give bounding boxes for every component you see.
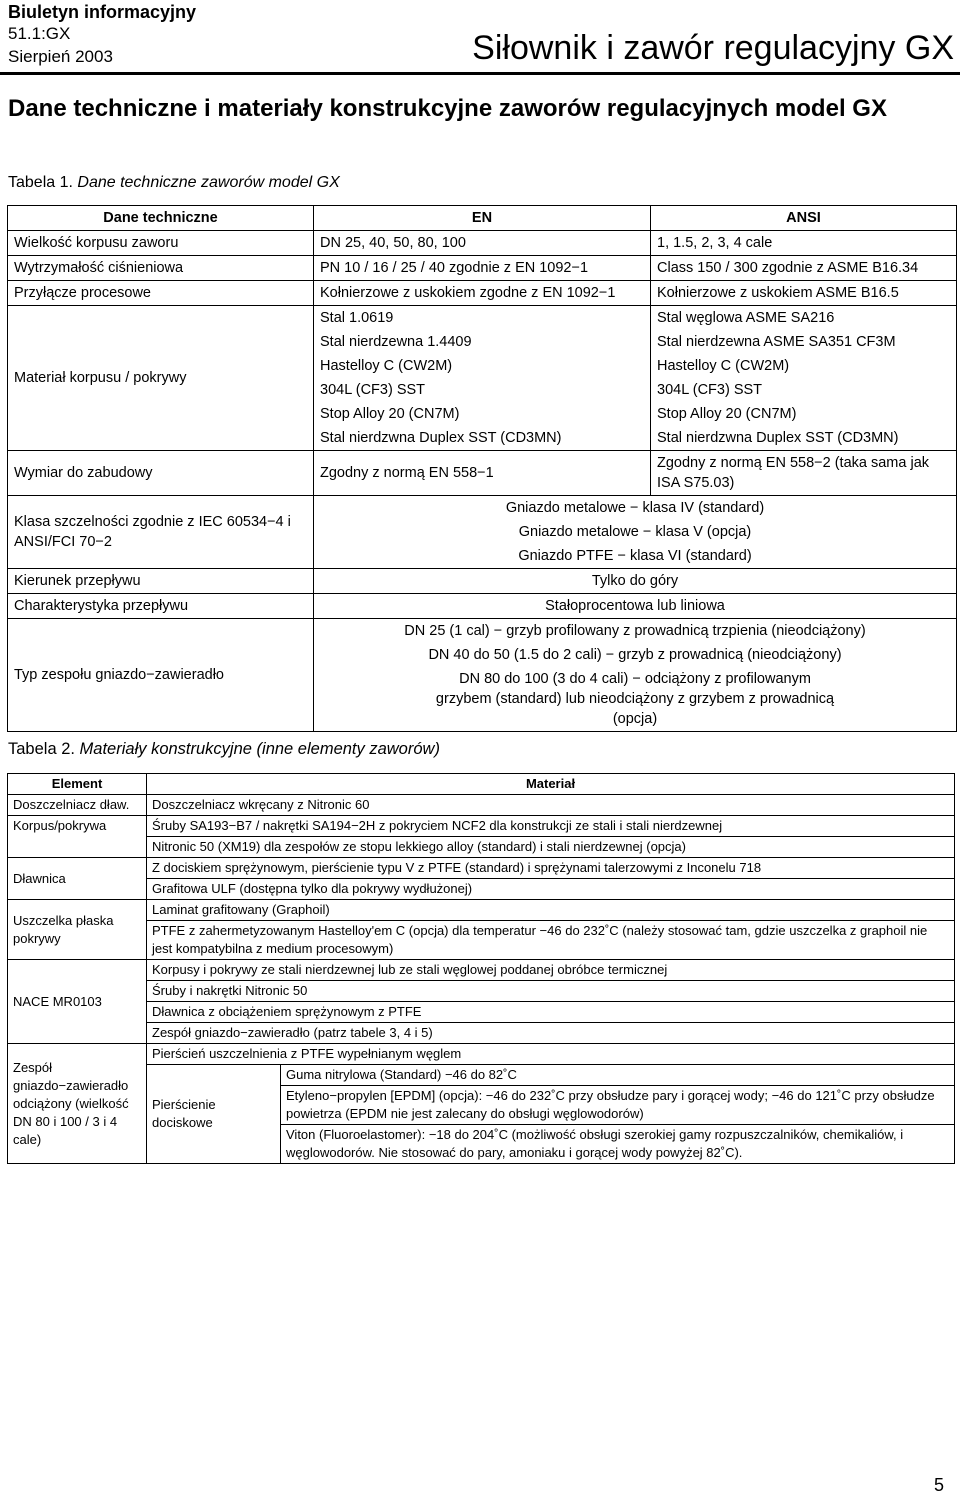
row-label: Klasa szczelności zgodnie z IEC 60534−4 i ANSI/FCI 70−2 [8, 496, 314, 569]
table-row [8, 306, 957, 331]
element-cell: NACE MR0103 [8, 960, 147, 1044]
bulletin-date: Sierpień 2003 [8, 47, 113, 66]
cell-en: Stop Alloy 20 (CN7M) [314, 402, 651, 426]
element-cell: Korpus/pokrywa [8, 816, 147, 858]
material-cell: Zespół gniazdo−zawieradło (patrz tabele 3, 4 i 5) [147, 1023, 955, 1044]
material-cell: Grafitowa ULF (dostępna tylko dla pokrywy wydłużonej) [147, 879, 955, 900]
material-cell: Viton (Fluoroelastomer): −18 do 204˚C (możliwość obsługi szerokiej gamy rozpuszczalników, chemikaliów, i węglowodorów. Nie stosować do pary, amoniaku i gorącej wody powyżej 82˚C). [281, 1125, 955, 1164]
cell-en: Zgodny z normą EN 558−1 [314, 451, 651, 496]
table-row [8, 281, 957, 306]
cell-en: 304L (CF3) SST [314, 378, 651, 402]
cell-en: Stal 1.0619 [314, 306, 651, 331]
table-row [8, 858, 955, 879]
material-cell: Doszczelniacz wkręcany z Nitronic 60 [147, 795, 955, 816]
material-cell: Z dociskiem sprężynowym, pierścienie typu V z PTFE (standard) i sprężynami talerzowymi z Inconelu 718 [147, 858, 955, 879]
cell-value: Gniazdo metalowe − klasa V (opcja) [314, 520, 957, 544]
cell-value: Tylko do góry [314, 569, 957, 594]
table-row [8, 1065, 955, 1086]
cell-en: Hastelloy C (CW2M) [314, 354, 651, 378]
row-label: Kierunek przepływu [8, 569, 314, 594]
element-cell: Zespół gniazdo−zawieradło odciążony (wielkość DN 80 i 100 / 3 i 4 cale) [8, 1044, 147, 1164]
technical-data-table [7, 205, 957, 732]
header-cell: Materiał [147, 774, 955, 795]
material-cell: Dławnica z obciążeniem sprężynowym z PTFE [147, 1002, 955, 1023]
table-row [8, 594, 957, 619]
row-label: Przyłącze procesowe [8, 281, 314, 306]
cell-ansi: Hastelloy C (CW2M) [651, 354, 957, 378]
table2-caption-label: Tabela 2. [8, 740, 75, 758]
table-row [8, 496, 957, 521]
table-row [8, 816, 955, 837]
material-cell: Korpusy i pokrywy ze stali nierdzewnej lub ze stali węglowej poddanej obróbce termicznej [147, 960, 955, 981]
table-row [8, 960, 955, 981]
material-cell: Etyleno−propylen [EPDM] (opcja): −46 do 232˚C przy obsłudze pary i gorącej wody; −46 do 121˚C przy obsłudze powietrza (EPDM nie jest zalecany do obsługi węglowodorów) [281, 1086, 955, 1125]
table2-caption [8, 740, 440, 759]
table1-caption-text: Dane techniczne zaworów model GX [72, 174, 340, 191]
cell-ansi: Stal nierdzewna ASME SA351 CF3M [651, 330, 957, 354]
table-row [8, 879, 955, 900]
row-label: Wytrzymałość ciśnieniowa [8, 256, 314, 281]
cell-value: Gniazdo metalowe − klasa IV (standard) [314, 496, 957, 521]
cell-ansi: Stal nierdzwna Duplex SST (CD3MN) [651, 426, 957, 451]
table-row [8, 619, 957, 644]
table1-caption-label: Tabela 1. [8, 174, 73, 191]
row-label: Wymiar do zabudowy [8, 451, 314, 496]
cell-ansi: 1, 1.5, 2, 3, 4 cale [651, 231, 957, 256]
cell-ansi: Zgodny z normą EN 558−2 (taka sama jak ISA S75.03) [651, 451, 957, 496]
bulletin-label: Biuletyn informacyjny [8, 2, 197, 22]
material-cell: PTFE z zahermetyzowanym Hastelloy'em C (opcja) dla temperatur −46 do 232˚C (należy stosować tam, gdzie uszczelka z graphoil nie jest kompatybilna z medium procesowym) [147, 921, 955, 960]
bulletin-number: 51.1:GX [8, 24, 71, 43]
cell-ansi: Class 150 / 300 zgodnie z ASME B16.34 [651, 256, 957, 281]
table-row [8, 1002, 955, 1023]
page-number: 5 [933, 1475, 944, 1495]
table-row [8, 921, 955, 960]
table-row [8, 256, 957, 281]
row-label: Charakterystyka przepływu [8, 594, 314, 619]
material-cell: Śruby SA193−B7 / nakrętki SA194−2H z pokryciem NCF2 dla konstrukcji ze stali i stali nierdzewnej [147, 816, 955, 837]
cell-value: Gniazdo PTFE − klasa VI (standard) [314, 544, 957, 569]
materials-table [7, 773, 955, 1164]
cell-value: DN 25 (1 cal) − grzyb profilowany z prowadnicą trzpienia (nieodciążony) [314, 619, 957, 644]
cell-ansi: Kołnierzowe z uskokiem ASME B16.5 [651, 281, 957, 306]
material-cell: Pierścień uszczelnienia z PTFE wypełnianym węglem [147, 1044, 955, 1065]
cell-value: DN 80 do 100 (3 do 4 cali) − odciążony z profilowanym grzybem (standard) lub nieodciążony z grzybem z prowadnicą (opcja) [314, 667, 957, 732]
element-cell: Dławnica [8, 858, 147, 900]
header-cell: Element [8, 774, 147, 795]
element-cell: Doszczelniacz dław. [8, 795, 147, 816]
material-cell: Guma nitrylowa (Standard) −46 do 82˚C [281, 1065, 955, 1086]
cell-en: Kołnierzowe z uskokiem zgodne z EN 1092−1 [314, 281, 651, 306]
row-label: Typ zespołu gniazdo−zawieradło [8, 619, 314, 732]
material-cell: Śruby i nakrętki Nitronic 50 [147, 981, 955, 1002]
header-cell: EN [314, 206, 651, 231]
cell-ansi: Stop Alloy 20 (CN7M) [651, 402, 957, 426]
cell-en: DN 25, 40, 50, 80, 100 [314, 231, 651, 256]
cell-ansi: Stal węglowa ASME SA216 [651, 306, 957, 331]
sub-element-cell: Pierścienie dociskowe [147, 1065, 281, 1164]
element-cell: Uszczelka płaska pokrywy [8, 900, 147, 960]
section-title: Dane techniczne i materiały konstrukcyjne zaworów regulacyjnych model GX [8, 95, 887, 122]
cell-ansi: 304L (CF3) SST [651, 378, 957, 402]
table-row [8, 451, 957, 496]
header-cell: Dane techniczne [8, 206, 314, 231]
cell-en: PN 10 / 16 / 25 / 40 zgodnie z EN 1092−1 [314, 256, 651, 281]
cell-en: Stal nierdzewna 1.4409 [314, 330, 651, 354]
table-row [8, 981, 955, 1002]
cell-value: Stałoprocentowa lub liniowa [314, 594, 957, 619]
table-header-row [8, 774, 955, 795]
table-row [8, 1023, 955, 1044]
cell-value: DN 40 do 50 (1.5 do 2 cali) − grzyb z prowadnicą (nieodciążony) [314, 643, 957, 667]
material-cell: Laminat grafitowany (Graphoil) [147, 900, 955, 921]
row-label: Materiał korpusu / pokrywy [8, 306, 314, 451]
header-cell: ANSI [651, 206, 957, 231]
table-row [8, 900, 955, 921]
header-divider [0, 72, 960, 75]
table-row [8, 231, 957, 256]
table-row [8, 569, 957, 594]
table2-caption-text: Materiały konstrukcyjne (inne elementy zaworów) [74, 740, 440, 758]
material-cell: Nitronic 50 (XM19) dla zespołów ze stopu lekkiego alloy (standard) i stali nierdzewnej (opcja) [147, 837, 955, 858]
table-row [8, 1044, 955, 1065]
table-header-row [8, 206, 957, 231]
table1-caption [8, 174, 340, 192]
cell-en: Stal nierdzwna Duplex SST (CD3MN) [314, 426, 651, 451]
table-row [8, 795, 955, 816]
table-row [8, 837, 955, 858]
document-title: Siłownik i zawór regulacyjny GX [472, 29, 954, 67]
row-label: Wielkość korpusu zaworu [8, 231, 314, 256]
